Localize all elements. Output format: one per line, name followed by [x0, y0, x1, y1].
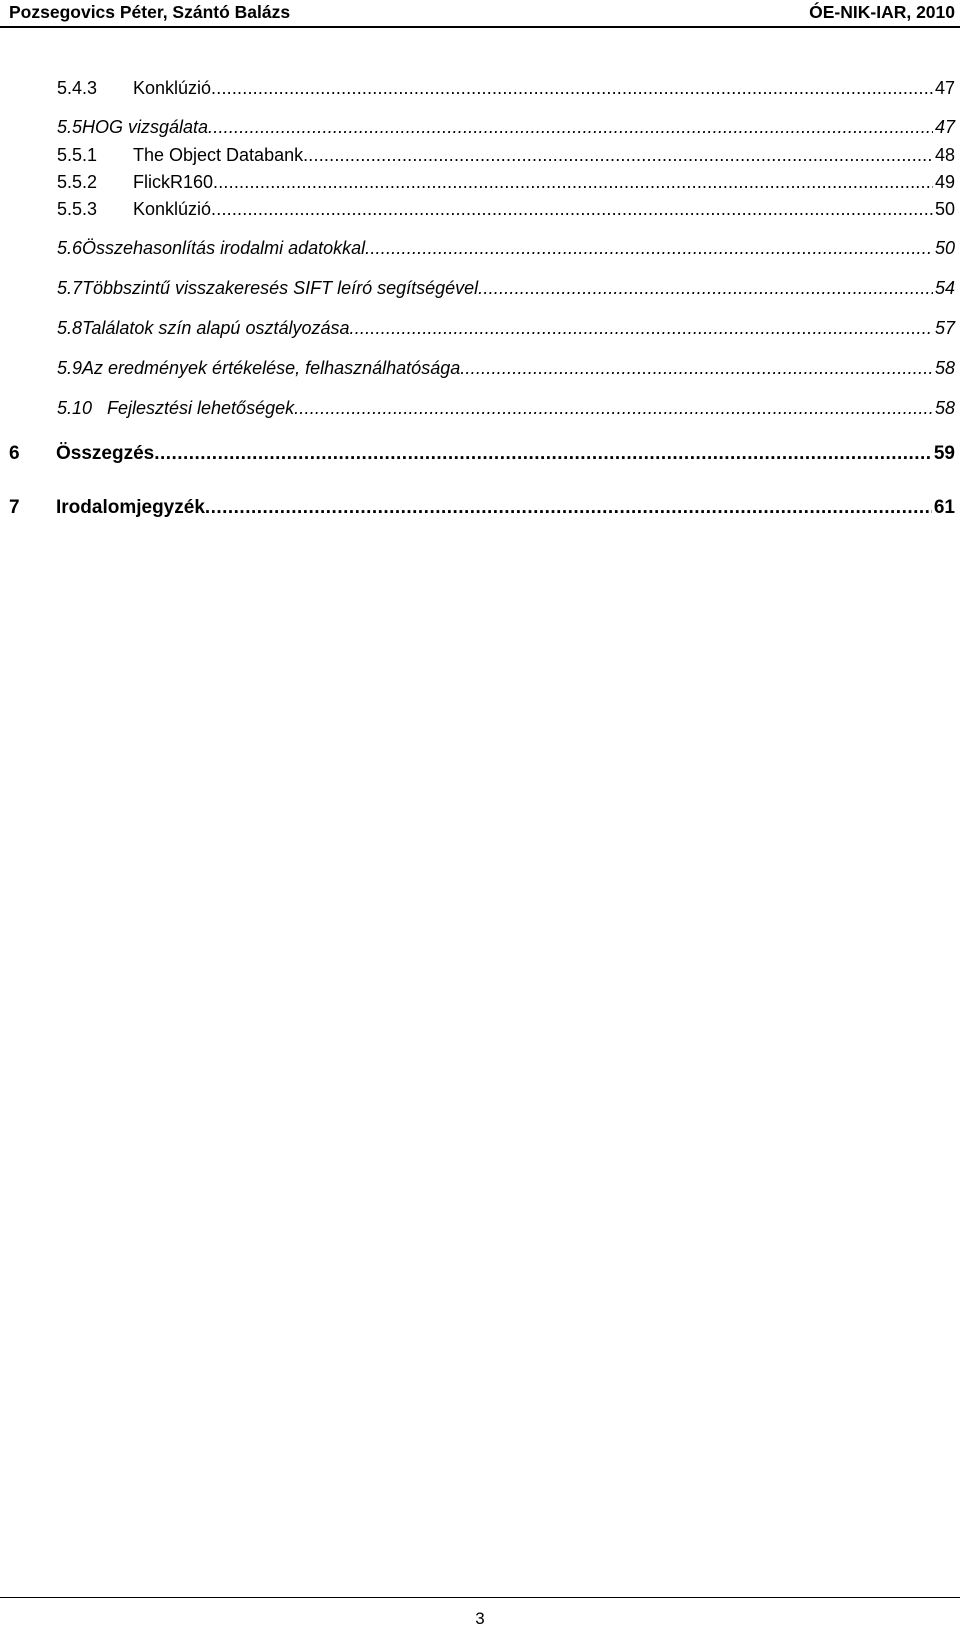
toc-leader-dots	[205, 497, 932, 519]
toc-entry-5-5-1[interactable]	[57, 145, 955, 166]
toc-entry-page: 59	[933, 443, 955, 464]
toc-entry-page: 48	[934, 145, 955, 165]
toc-entry-title: Összehasonlítás irodalmi adatokkal	[82, 238, 366, 258]
toc-leader-dots	[460, 358, 933, 379]
toc-entry-page: 47	[934, 78, 955, 98]
toc-entry-5-8[interactable]	[57, 318, 955, 339]
toc-entry-page: 50	[934, 199, 955, 219]
toc-entry-title: Többszintű visszakeresés SIFT leíró segítségével	[82, 278, 479, 298]
toc-leader-dots	[208, 117, 933, 138]
toc-entry-title: Konklúzió	[133, 78, 212, 98]
toc-entry-page: 49	[934, 172, 955, 192]
toc-entry-title: The Object Databank	[133, 145, 304, 165]
toc-leader-dots	[294, 398, 933, 419]
toc-leader-dots	[350, 318, 933, 339]
toc-entry-number: 5.5	[57, 117, 83, 137]
toc-entry-number: 6	[9, 443, 20, 464]
toc-entry-title: FlickR160	[133, 172, 214, 192]
toc-entry-5-6[interactable]	[57, 238, 955, 259]
toc-leader-dots	[213, 172, 933, 193]
toc-entry-page: 50	[934, 238, 955, 258]
toc-entry-number: 5.5.3	[57, 199, 98, 219]
toc-entry-title: Összegzés	[56, 443, 155, 464]
toc-entry-number: 5.10	[57, 398, 93, 418]
toc-entry-5-5-3[interactable]	[57, 199, 955, 220]
toc-entry-page: 57	[934, 318, 955, 338]
toc-leader-dots	[365, 238, 933, 259]
toc-entry-6[interactable]	[9, 443, 955, 465]
toc-entry-number: 5.7	[57, 278, 83, 298]
toc-entry-number: 5.5.1	[57, 145, 98, 165]
page-number: 3	[475, 1609, 485, 1628]
toc-entry-number: 7	[9, 497, 20, 518]
header-authors: Pozsegovics Péter, Szántó Balázs	[9, 2, 291, 22]
toc-entry-7[interactable]	[9, 497, 955, 519]
toc-entry-5-4-3[interactable]	[57, 78, 955, 99]
toc-entry-page: 54	[934, 278, 955, 298]
toc-entry-number: 5.6	[57, 238, 83, 258]
toc-leader-dots	[478, 278, 933, 299]
toc-entry-5-7[interactable]	[57, 278, 955, 299]
header-divider	[0, 26, 960, 28]
toc-entry-title: HOG vizsgálata	[82, 117, 209, 137]
toc-entry-number: 5.8	[57, 318, 83, 338]
toc-entry-title: Találatok szín alapú osztályozása	[82, 318, 350, 338]
toc-entry-title: Konklúzió	[133, 199, 212, 219]
toc-entry-page: 58	[934, 358, 955, 378]
toc-leader-dots	[154, 443, 932, 465]
footer-divider	[0, 1597, 960, 1598]
toc-entry-number: 5.5.2	[57, 172, 98, 192]
toc-entry-title: Fejlesztési lehetőségek	[107, 398, 295, 418]
toc-entry-page: 47	[934, 117, 955, 137]
page-header	[0, 0, 960, 27]
header-institution: ÓE-NIK-IAR, 2010	[809, 2, 955, 22]
toc-entry-page: 61	[933, 497, 955, 518]
toc-leader-dots	[211, 199, 933, 220]
toc-entry-page: 58	[934, 398, 955, 418]
toc-entry-5-9[interactable]	[57, 358, 955, 379]
toc-entry-number: 5.9	[57, 358, 83, 378]
toc-entry-title: Irodalomjegyzék	[56, 497, 205, 518]
toc-entry-5-10[interactable]	[57, 398, 955, 419]
toc-entry-5-5-2[interactable]	[57, 172, 955, 193]
toc-entry-title: Az eredmények értékelése, felhasználhatósága	[82, 358, 461, 378]
toc-entry-number: 5.4.3	[57, 78, 98, 98]
toc-leader-dots	[303, 145, 933, 166]
toc-entry-5-5[interactable]	[57, 117, 955, 138]
toc-leader-dots	[211, 78, 933, 99]
